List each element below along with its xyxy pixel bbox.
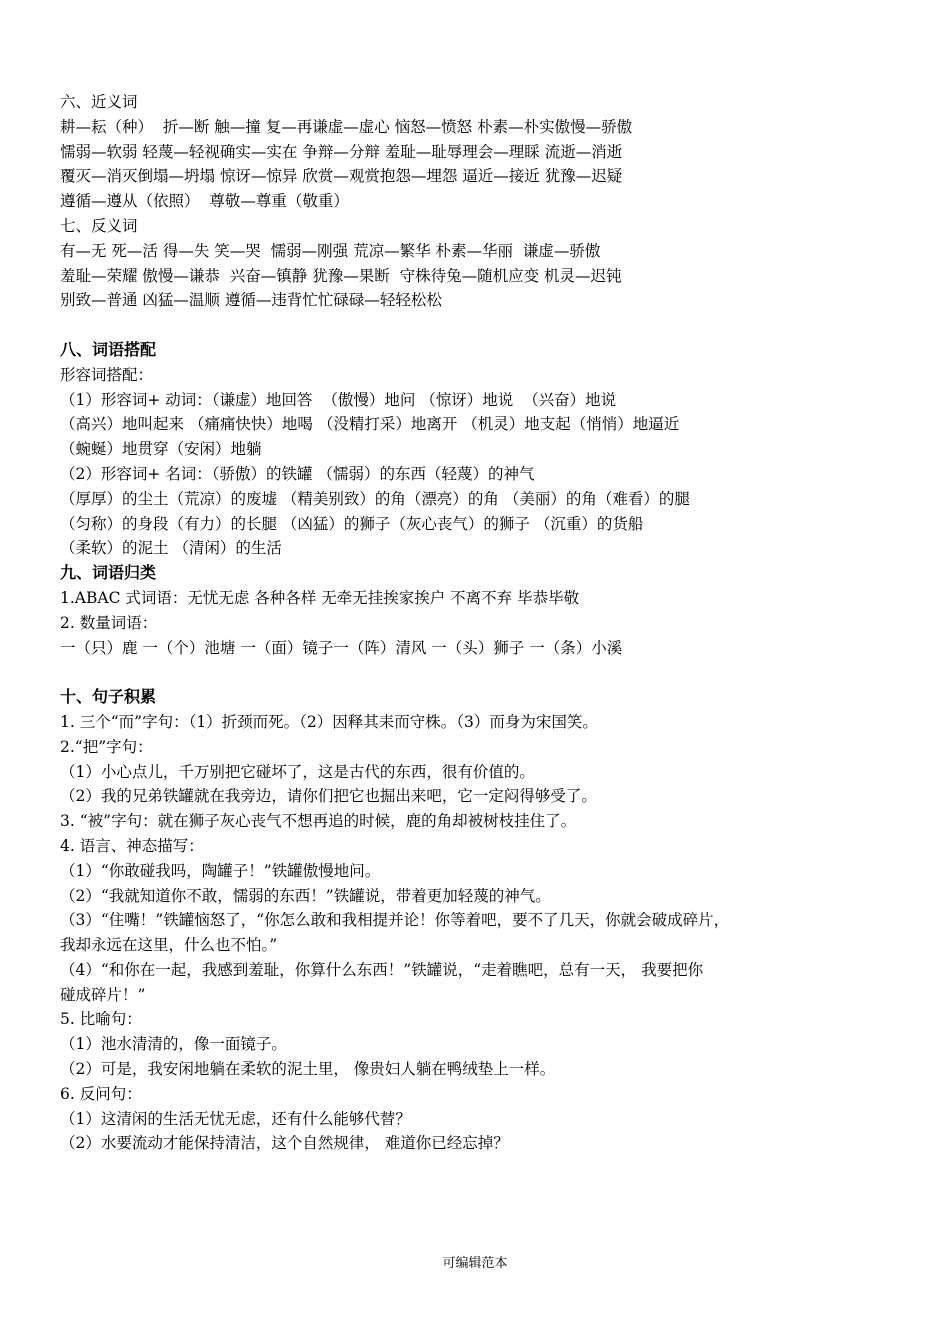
section-title-antonyms: 七、反义词 [60, 216, 138, 235]
sentences-line: 3. “被”字句：就在狮子灰心丧气不想再追的时候，鹿的角却被树枝挂住了。 [60, 812, 577, 831]
antonyms-line: 羞耻—荣耀 傲慢—谦恭 兴奋—镇静 犹豫—果断 守株待兔—随机应变 机灵—迟钝 [60, 266, 622, 285]
collocation-line: 形容词搭配： [60, 365, 154, 384]
sentences-line: 我却永远在这里，什么也不怕。” [60, 936, 278, 955]
sentences-line: （4）“和你在一起，我感到羞耻，你算什么东西！”铁罐说，“走着瞧吧，总有一天， 我要把你 [60, 960, 704, 979]
synonyms-line: 懦弱—软弱 轻蔑—轻视确实—实在 争辩—分辩 羞耻—耻辱理会—理睬 流逝—消逝 [60, 142, 623, 161]
classification-line: 2. 数量词语： [60, 613, 158, 632]
sentences-line: （2）水要流动才能保持清洁，这个自然规律， 难道你已经忘掉？ [60, 1134, 509, 1153]
sentences-line: 6. 反问句： [60, 1084, 142, 1103]
classification-line: 1.ABAC 式词语：无忧无虑 各种各样 无牵无挂挨家挨户 不离不弃 毕恭毕敬 [60, 588, 580, 607]
sentences-line: （2）我的兄弟铁罐就在我旁边，请你们把它也掘出来吧，它一定闷得够受了。 [60, 787, 597, 806]
sentences-line: 1. 三个“而”字句：（1）折颈而死。（2）因释其耒而守株。（3）而身为宋国笑。 [60, 712, 598, 731]
sentences-line: 2.“把”字句： [60, 737, 153, 756]
sentences-line: （1）“你敢碰我吗，陶罐子！”铁罐傲慢地问。 [60, 861, 381, 880]
sentences-line: （2）可是，我安闲地躺在柔软的泥土里， 像贵妇人躺在鸭绒垫上一样。 [60, 1060, 556, 1079]
sentences-line: （2）“我就知道你不敢，懦弱的东西！”铁罐说，带着更加轻蔑的神气。 [60, 886, 551, 905]
sentences-line: （1）这清闲的生活无忧无虑，还有什么能够代替？ [60, 1109, 411, 1128]
sentences-line: （3）“住嘴！”铁罐恼怒了，“你怎么敢和我相提并论！你等着吧，要不了几天，你就会破成碎片， [60, 911, 730, 930]
collocation-line: （匀称）的身段（有力）的长腿 （凶猛）的狮子（灰心丧气）的狮子 （沉重）的货船 [60, 514, 644, 533]
sentences-line: （1）小心点儿，千万别把它碰坏了，这是古代的东西，很有价值的。 [60, 762, 535, 781]
sentences-line: （1）池水清清的，像一面镜子。 [60, 1035, 287, 1054]
spacer [60, 660, 930, 685]
antonyms-line: 别致—普通 凶猛—温顺 遵循—违背忙忙碌碌—轻轻松松 [60, 291, 442, 310]
spacer [60, 313, 930, 338]
sentences-line: 碰成碎片！” [60, 985, 146, 1004]
collocation-line: （高兴）地叫起来 （痛痛快快）地喝 （没精打采）地离开 （机灵）地支起（悄悄）地逼近 [60, 415, 680, 434]
classification-line: 一（只）鹿 一（个）池塘 一（面）镜子一（阵）清风 一（头）狮子 一（条）小溪 [60, 638, 623, 657]
page-footer: 可编辑范本 [442, 1256, 508, 1271]
collocation-line: （1）形容词+ 动词：（谦虚）地回答 （傲慢）地问 （惊讶）地说 （兴奋）地说 [60, 390, 617, 409]
section-title-sentences: 十、句子积累 [60, 687, 157, 707]
section-title-classification: 九、词语归类 [60, 563, 157, 583]
synonyms-line: 覆灭—消灭倒塌—坍塌 惊讶—惊异 欣赏—观赏抱怨—埋怨 逼近—接近 犹豫—迟疑 [60, 167, 623, 186]
document-body [60, 90, 930, 1156]
section-title-collocation: 八、词语搭配 [60, 339, 157, 359]
sentences-line: 4. 语言、神态描写： [60, 836, 204, 855]
collocation-line: （蜿蜒）地贯穿（安闲）地躺 [60, 440, 262, 459]
collocation-line: （厚厚）的尘土（荒凉）的废墟 （精美别致）的角（漂亮）的角 （美丽）的角（难看）的腿 [60, 489, 690, 508]
synonyms-line: 耕—耘（种） 折—断 触—撞 复—再谦虚—虚心 恼怒—愤怒 朴素—朴实傲慢—骄傲 [60, 117, 633, 136]
collocation-line: （2）形容词+ 名词：（骄傲）的铁罐 （懦弱）的东西（轻蔑）的神气 [60, 464, 535, 483]
antonyms-line: 有—无 死—活 得—失 笑—哭 懦弱—刚强 荒凉—繁华 朴素—华丽 谦虚—骄傲 [60, 241, 601, 260]
sentences-line: 5. 比喻句： [60, 1010, 142, 1029]
section-title-synonyms: 六、近义词 [60, 93, 138, 111]
collocation-line: （柔软）的泥土 （清闲）的生活 [60, 539, 282, 558]
synonyms-line: 遵循—遵从（依照） 尊敬—尊重（敬重） [60, 192, 349, 211]
